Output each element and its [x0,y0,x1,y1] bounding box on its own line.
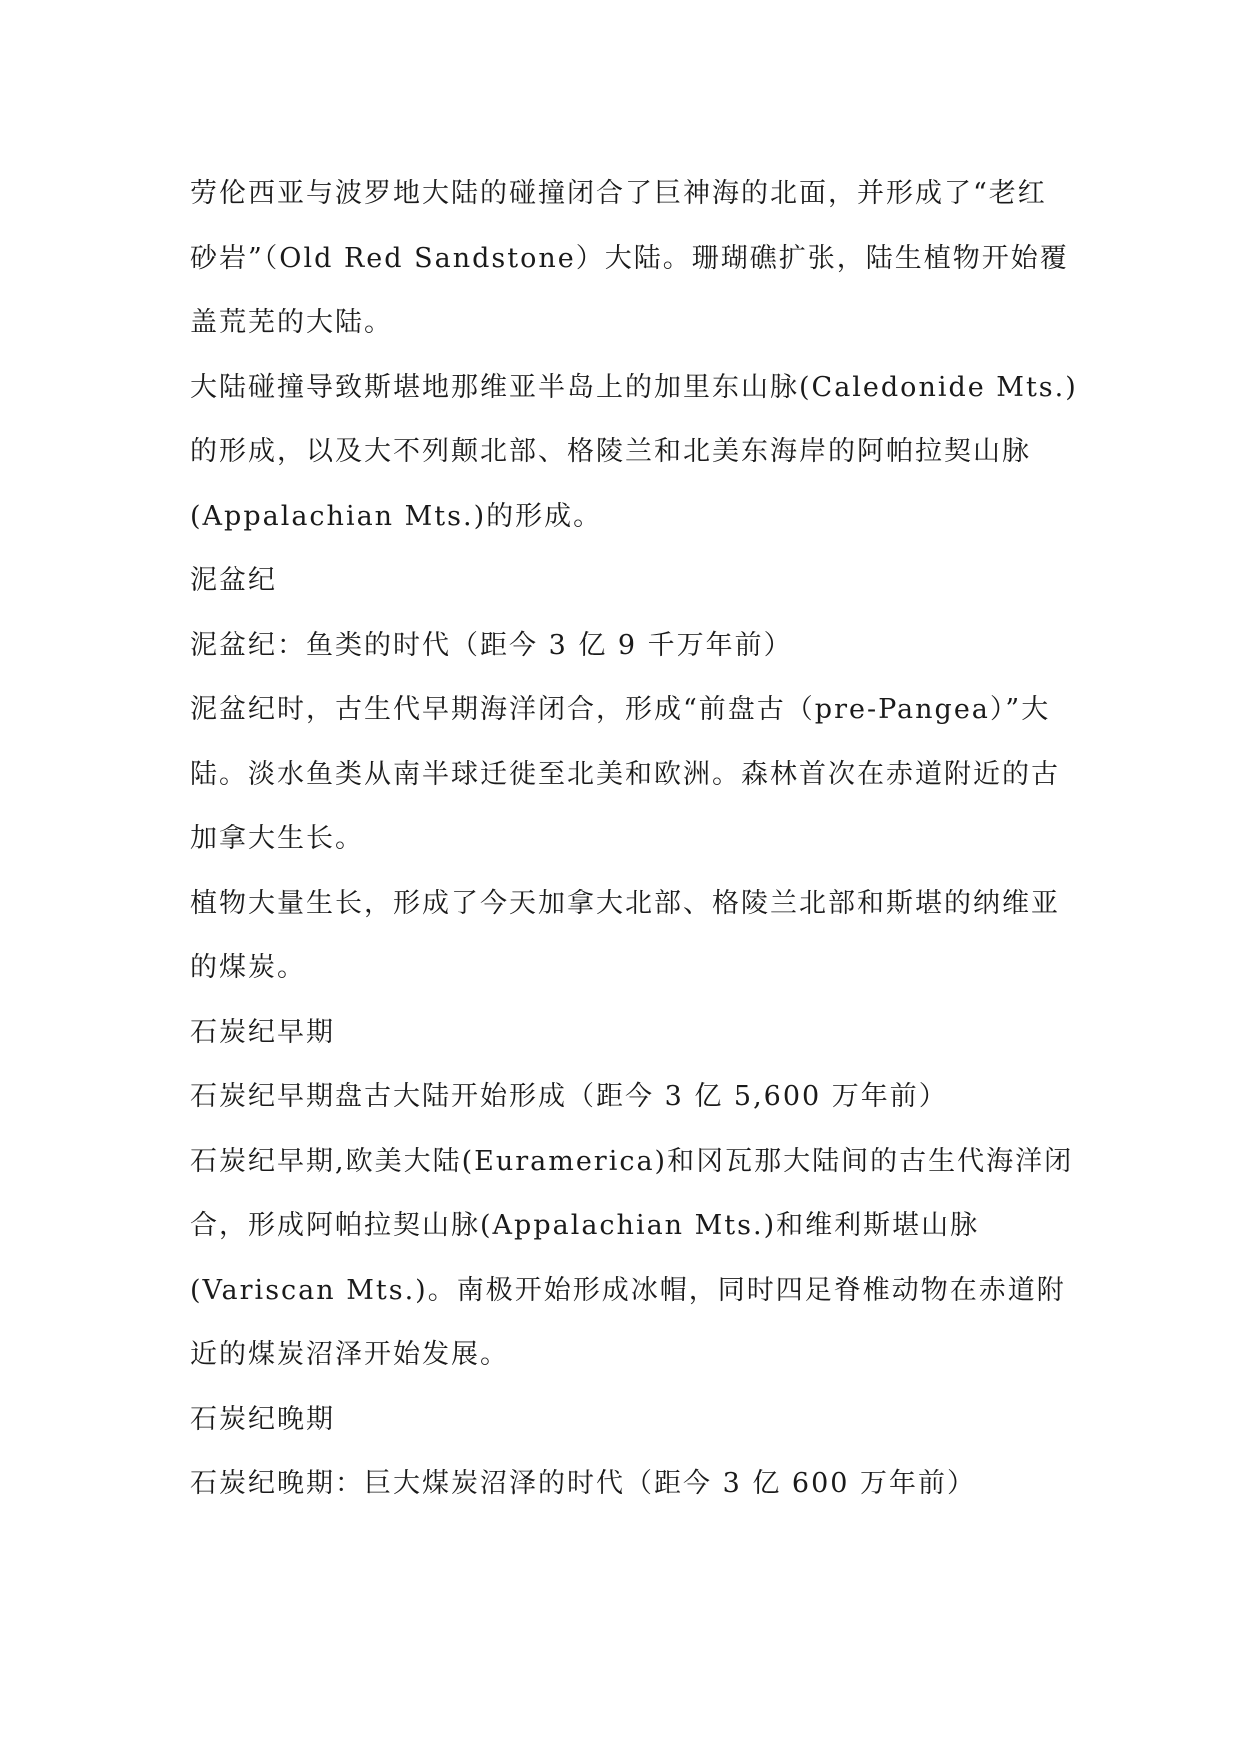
text-line: 泥盆纪时，古生代早期海洋闭合，形成“前盘古（pre-Pangea）”大 [190,694,1051,725]
text-line: 合，形成阿帕拉契山脉(Appalachian Mts.)和维利斯堪山脉 [190,1210,980,1241]
paragraph-coal-formation [190,872,1060,1001]
text-line: 石炭纪晚期 [190,1403,335,1435]
subheading-early-carboniferous [190,1065,1050,1130]
text-line: 砂岩”（Old Red Sandstone）大陆。珊瑚礁扩张，陆生植物开始覆 [190,242,1069,274]
text-line: 大陆碰撞导致斯堪地那维亚半岛上的加里东山脉(Caledonide Mts.) [190,371,1078,403]
paragraph-pre-pangea [190,678,1060,872]
text-line: 植物大量生长，形成了今天加拿大北部、格陵兰北部和斯堪的纳维亚 [190,887,1060,919]
text-line: 近的煤炭沼泽开始发展。 [190,1339,509,1370]
text-line: 陆。淡水鱼类从南半球迁徙至北美和欧洲。森林首次在赤道附近的古 [190,758,1060,790]
text-line: (Variscan Mts.)。南极开始形成冰帽，同时四足脊椎动物在赤道附 [190,1274,1066,1306]
heading-late-carboniferous [190,1388,1050,1453]
paragraph-caledonide-appalachian [190,356,1078,550]
heading-early-carboniferous [190,1001,1050,1066]
subheading-devonian [190,614,1050,679]
document-body [190,162,1078,1517]
text-line: 石炭纪早期 [190,1016,335,1048]
text-line: 盖荒芜的大陆。 [190,307,393,338]
paragraph-euramerica [190,1130,1074,1388]
text-line: 石炭纪早期,欧美大陆(Euramerica)和冈瓦那大陆间的古生代海洋闭 [190,1145,1074,1177]
text-line: 劳伦西亚与波罗地大陆的碰撞闭合了巨神海的北面，并形成了“老红 [190,178,1047,209]
heading-devonian [190,549,1050,614]
text-line: 泥盆纪 [190,565,277,596]
text-line: 石炭纪早期盘古大陆开始形成（距今 3 亿 5,600 万年前） [190,1081,948,1112]
subheading-late-carboniferous [190,1452,1050,1517]
text-line: 泥盆纪：鱼类的时代（距今 3 亿 9 千万年前） [190,629,793,661]
text-line: (Appalachian Mts.)的形成。 [190,500,603,532]
text-line: 的形成，以及大不列颠北部、格陵兰和北美东海岸的阿帕拉契山脉 [190,436,1031,467]
text-line: 加拿大生长。 [190,823,364,854]
text-line: 的煤炭。 [190,952,306,983]
text-line: 石炭纪晚期：巨大煤炭沼泽的时代（距今 3 亿 600 万年前） [190,1468,977,1499]
paragraph-old-red-sandstone [190,162,1069,356]
